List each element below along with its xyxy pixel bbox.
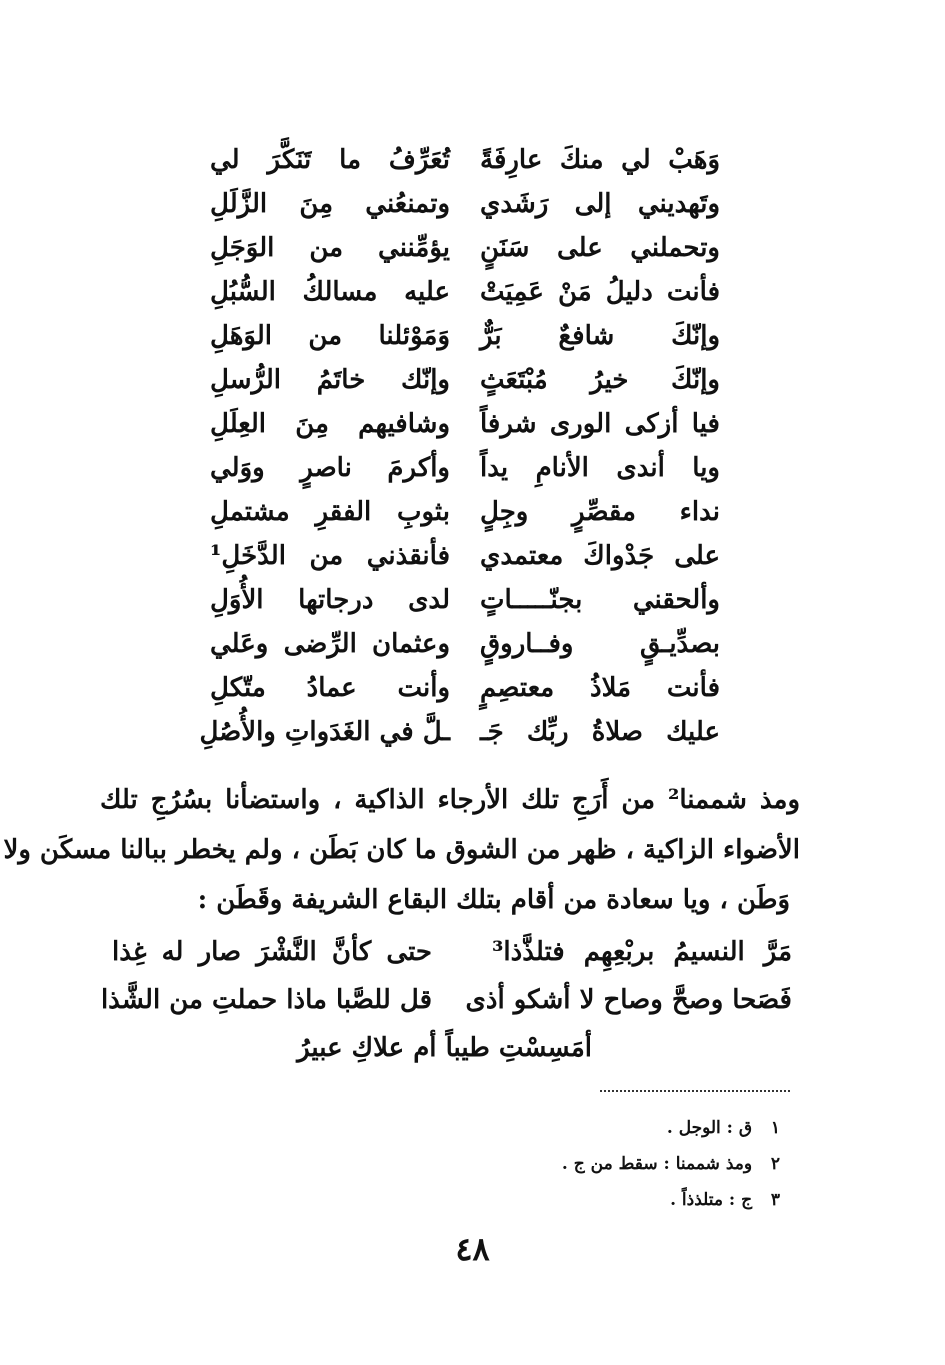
verse-second-hemistich: تُعَرِّفُ ما تَنَكَّرَ لي <box>210 145 450 175</box>
footnote-text: ج : متلذذاً . <box>670 1190 753 1210</box>
verse-line <box>112 928 792 976</box>
footnote-divider <box>600 1090 790 1092</box>
verse-first-hemistich: فأنت دليلُ مَنْ عَمِيَتْ <box>480 277 720 307</box>
footnote <box>380 1110 780 1146</box>
verse-line <box>210 446 720 490</box>
verse-line <box>210 226 720 270</box>
verse-line <box>210 270 720 314</box>
verse-second-hemistich: فأنقذني من الدَّخَلِ¹ <box>210 541 450 571</box>
verse-first-hemistich: وتَهديني إلى رَشَدي <box>480 189 720 219</box>
verse-second-hemistich: ـلَّ في الغَدَواتِ والأُصُلِ <box>199 717 450 747</box>
verse-second-hemistich: وعثمان الرِّضى وعَلي <box>210 629 450 659</box>
verse-second-hemistich: حتى كأنَّ النَّشْرَ صار له غِذا <box>112 937 432 967</box>
verse-second-hemistich: وأكرمَ ناصرٍ ووَلي <box>210 453 450 483</box>
verse-line <box>210 138 720 182</box>
verse-second-hemistich: يؤمِّنني من الوَجَلِ <box>210 233 450 263</box>
footnote-number: ١ <box>770 1118 780 1138</box>
verse-second-hemistich: وإنّك خاتَمُ الرُّسلِ <box>210 365 450 395</box>
verse-line <box>210 534 720 578</box>
footnote <box>380 1146 780 1182</box>
verse-second-hemistich: بثوبِ الفقرِ مشتملِ <box>210 497 450 527</box>
verse-line <box>210 666 720 710</box>
verse-first-hemistich: وإنّكَ خيرُ مُبْتَعَثٍ <box>480 365 720 395</box>
verse-second-hemistich: لدى درجاتها الأُوَلِ <box>210 585 450 615</box>
verse-line <box>210 402 720 446</box>
verse-first-hemistich: وتحملني على سَنَنٍ <box>480 233 720 263</box>
verse-line <box>210 358 720 402</box>
footnote-number: ٢ <box>770 1154 780 1174</box>
verse-second-hemistich: قل للصَّبا ماذا حملتِ من الشَّذا <box>100 985 432 1015</box>
poem-block <box>199 138 720 754</box>
footnotes <box>380 1110 780 1218</box>
verse-line <box>199 710 720 754</box>
verse-line <box>112 1024 792 1072</box>
verse-first-hemistich: ويا أندى الأنامِ يداً <box>480 453 720 483</box>
verse-second-hemistich: وأنت عمادُ متّكلِ <box>210 673 450 703</box>
footnote-number: ٣ <box>770 1190 780 1210</box>
verse-first-hemistich: على جَدْواكَ معتمدي <box>480 541 720 571</box>
verse-line <box>100 976 792 1024</box>
verse-first-hemistich: وَهَبْ لي منكَ عارِفَةً <box>480 145 720 175</box>
prose-line: الأضواء الزاكية ، ظهر من الشوق ما كان بَطَن ، ولم يخطر ببالنا مسكَن ولا <box>3 835 800 865</box>
prose-paragraph <box>3 775 800 925</box>
verse-line <box>210 578 720 622</box>
page-number: ٤٨ <box>455 1230 490 1268</box>
verse-first-hemistich: فَصَحا وصحَّ وصاح لا أشكو أذى <box>465 985 792 1015</box>
verse-line <box>210 490 720 534</box>
verse-second-hemistich: وشافيهم مِنَ العِلَلِ <box>210 409 450 439</box>
verse-first-hemistich: نداء مقصِّرٍ وجِلٍ <box>480 497 720 527</box>
verse-second-hemistich: عليه مسالكُ السُّبُلِ <box>210 277 450 307</box>
verse-first-hemistich: مَرَّ النسيمُ بربْعِهِم فتلذَّذا³ <box>492 937 792 967</box>
verse-first-hemistich: فيا أزكى الورى شرفاً <box>480 409 720 439</box>
second-poem-block <box>100 928 792 1072</box>
footnote-text: ومذ شممنا : سقط من ج . <box>561 1154 753 1174</box>
verse-line <box>210 314 720 358</box>
verse-second-hemistich: وَمَوْئلنا من الوَهَلِ <box>210 321 450 351</box>
verse-second-hemistich: وتمنعُني مِنَ الزَّلَلِ <box>210 189 450 219</box>
verse-first-hemistich: وإنّكَ شافعٌ بَرٌّ <box>480 321 720 351</box>
verse-refrain: أمَسِسْتِ طيباً أم علاكِ عبيرُ <box>297 1033 592 1063</box>
verse-first-hemistich: عليك صلاةُ ربِّك جَـ <box>480 717 720 747</box>
footnote <box>380 1182 780 1218</box>
footnote-text: ق : الوجل . <box>666 1118 753 1138</box>
verse-first-hemistich: فأنت مَلاذُ معتصِمٍ <box>480 673 720 703</box>
verse-first-hemistich: بصدِّيـقٍ وفــاروقٍ <box>480 629 720 659</box>
verse-line <box>210 182 720 226</box>
verse-line <box>210 622 720 666</box>
prose-line: وَطَن ، ويا سعادة من أقام بتلك البقاع الشريفة وقَطَن : <box>197 885 790 915</box>
verse-first-hemistich: وألحقني بجنّـــــاتٍ <box>480 585 720 615</box>
prose-line: ومذ شممنا² من أَرَجِ تلك الأرجاء الذاكية ، واستضأنا بسُرُجِ تلك <box>100 785 800 815</box>
